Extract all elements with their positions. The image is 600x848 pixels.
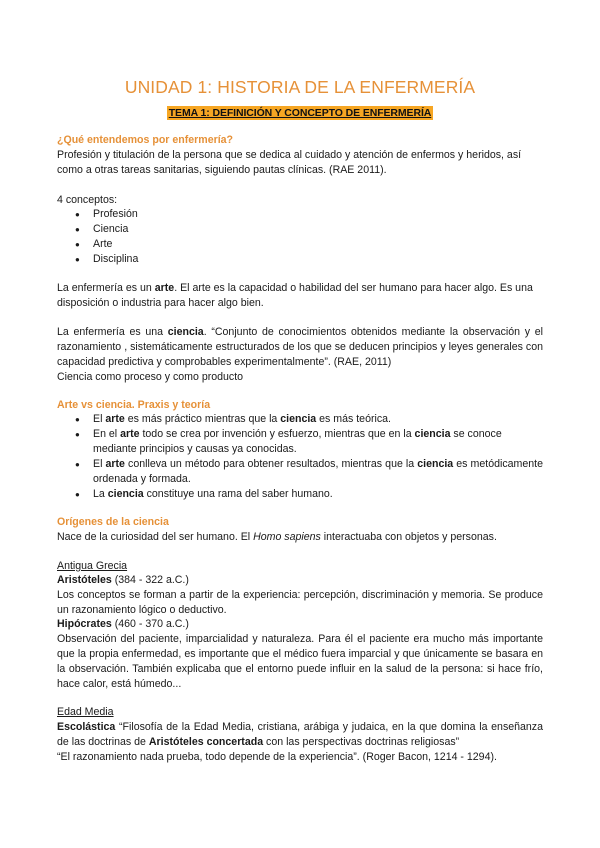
topic-subtitle: TEMA 1: DEFINICIÓN Y CONCEPTO DE ENFERMERÍA bbox=[168, 107, 432, 119]
list-item-text: es metódicamente ordenada y formada. bbox=[93, 458, 543, 485]
hippocrates-name: Hipócrates bbox=[57, 618, 112, 630]
origins-text: interactuaba con objetos y personas. bbox=[320, 531, 497, 543]
art-paragraph bbox=[57, 281, 543, 311]
aristotle-text: Los conceptos se forman a partir de la experiencia: percepción, discriminación y memoria. Se produce un razonamiento lógico o deductivo. bbox=[57, 589, 543, 616]
art-term: arte bbox=[105, 413, 125, 425]
list-item bbox=[57, 412, 543, 427]
list-item-text: todo se crea por invención y esfuerzo, mientras que en la bbox=[139, 428, 415, 440]
list-item bbox=[57, 457, 543, 487]
list-item bbox=[57, 427, 543, 457]
list-item-text: es más práctico mientras que la bbox=[124, 413, 281, 425]
origins-paragraph bbox=[57, 530, 543, 545]
science-paragraph bbox=[57, 325, 543, 370]
section-heading-art-vs-science: Arte vs ciencia. Praxis y teoría bbox=[57, 399, 211, 411]
list-item-text: La bbox=[93, 488, 108, 500]
aristotle-heading bbox=[57, 573, 543, 588]
list-item-text: conlleva un método para obtener resultados, mientras que la bbox=[124, 458, 418, 470]
science-process-line: Ciencia como proceso y como producto bbox=[57, 371, 244, 383]
origins-text: Nace de la curiosidad del ser humano. El bbox=[57, 531, 254, 543]
science-paragraph-text: . “Conjunto de conocimientos obtenidos mediante la observación y el razonamiento , sistemáticamente estructurados de los que se deducen principios y leyes generales con capacidad predictiva y comprobables experimentalmente”. (RAE, 2011) bbox=[57, 326, 543, 368]
hippocrates-heading bbox=[57, 617, 543, 632]
subtitle-wrapper bbox=[57, 103, 543, 121]
nursing-definition: Profesión y titulación de la persona que se dedica al cuidado y atención de enfermos y heridos, así como a otras tareas sanitarias, siguiendo pautas clínicas. (RAE 2011). bbox=[57, 149, 522, 176]
hippocrates-text: Observación del paciente, imparcialidad y naturaleza. Para él el paciente era mucho más importante que la propia enfermedad, es importante que el médico fuera imparcial y que únicamente se basara en la observación. También explicaba que el entorno puede influir en la salud de la persona: si hace frío, hace calor, está húmedo... bbox=[57, 633, 543, 690]
list-item-text: El bbox=[93, 413, 106, 425]
aristotle-concerted-term: Aristóteles concertada bbox=[148, 736, 264, 748]
hippocrates-dates: (460 - 370 a.C.) bbox=[111, 618, 189, 630]
section-heading-what-is-nursing: ¿Qué entendemos por enfermería? bbox=[57, 134, 234, 146]
concepts-label: 4 conceptos: bbox=[57, 194, 118, 206]
aristotle-name: Aristóteles bbox=[57, 574, 112, 586]
art-term: arte bbox=[105, 458, 125, 470]
science-term: ciencia bbox=[280, 413, 317, 425]
list-item-text: El bbox=[93, 458, 106, 470]
concepts-list bbox=[57, 207, 543, 267]
science-paragraph-text: La enfermería es una bbox=[57, 326, 168, 338]
heading-ancient-greece: Antigua Grecia bbox=[57, 560, 128, 572]
scholasticism-term: Escolástica bbox=[57, 721, 116, 733]
scholasticism-text: con las perspectivas doctrinas religiosas” bbox=[263, 736, 460, 748]
homo-sapiens-term: Homo sapiens bbox=[253, 531, 321, 543]
science-term: ciencia bbox=[414, 428, 451, 440]
aristotle-dates: (384 - 322 a.C.) bbox=[111, 574, 189, 586]
art-term: arte bbox=[154, 282, 175, 294]
scholasticism-text: “Filosofía de la Edad Media, cristiana, arábiga y judaica, en la que domina la enseñanza de las doctrinas de bbox=[57, 721, 543, 748]
unit-title: UNIDAD 1: HISTORIA DE LA ENFERMERÍA bbox=[124, 77, 476, 97]
list-item-text: es más teórica. bbox=[316, 413, 391, 425]
list-item-text: se conoce mediante principios y causas ya conocidas. bbox=[93, 428, 502, 455]
list-item: ● Arte bbox=[57, 237, 543, 252]
art-paragraph-text: . El arte es la capacidad o habilidad del ser humano para hacer algo. Es una disposición o industria para hacer algo bien. bbox=[57, 282, 533, 309]
heading-middle-ages: Edad Media bbox=[57, 706, 114, 718]
list-item: ● Disciplina bbox=[57, 252, 543, 267]
scholasticism-paragraph bbox=[57, 720, 543, 750]
list-item: ● Profesión bbox=[57, 207, 543, 222]
art-paragraph-text: La enfermería es un bbox=[57, 282, 155, 294]
list-item-text: En el bbox=[93, 428, 121, 440]
list-item bbox=[57, 487, 543, 502]
section-heading-origins-of-science: Orígenes de la ciencia bbox=[57, 516, 169, 528]
roger-bacon-quote: “El razonamiento nada prueba, todo depende de la experiencia”. (Roger Bacon, 1214 - 1294). bbox=[57, 751, 497, 763]
list-item-text: constituye una rama del saber humano. bbox=[143, 488, 333, 500]
science-term: ciencia bbox=[167, 326, 204, 338]
art-term: arte bbox=[120, 428, 140, 440]
science-term: ciencia bbox=[417, 458, 454, 470]
list-item: ● Ciencia bbox=[57, 222, 543, 237]
science-term: ciencia bbox=[107, 488, 144, 500]
art-vs-science-list bbox=[57, 412, 543, 502]
